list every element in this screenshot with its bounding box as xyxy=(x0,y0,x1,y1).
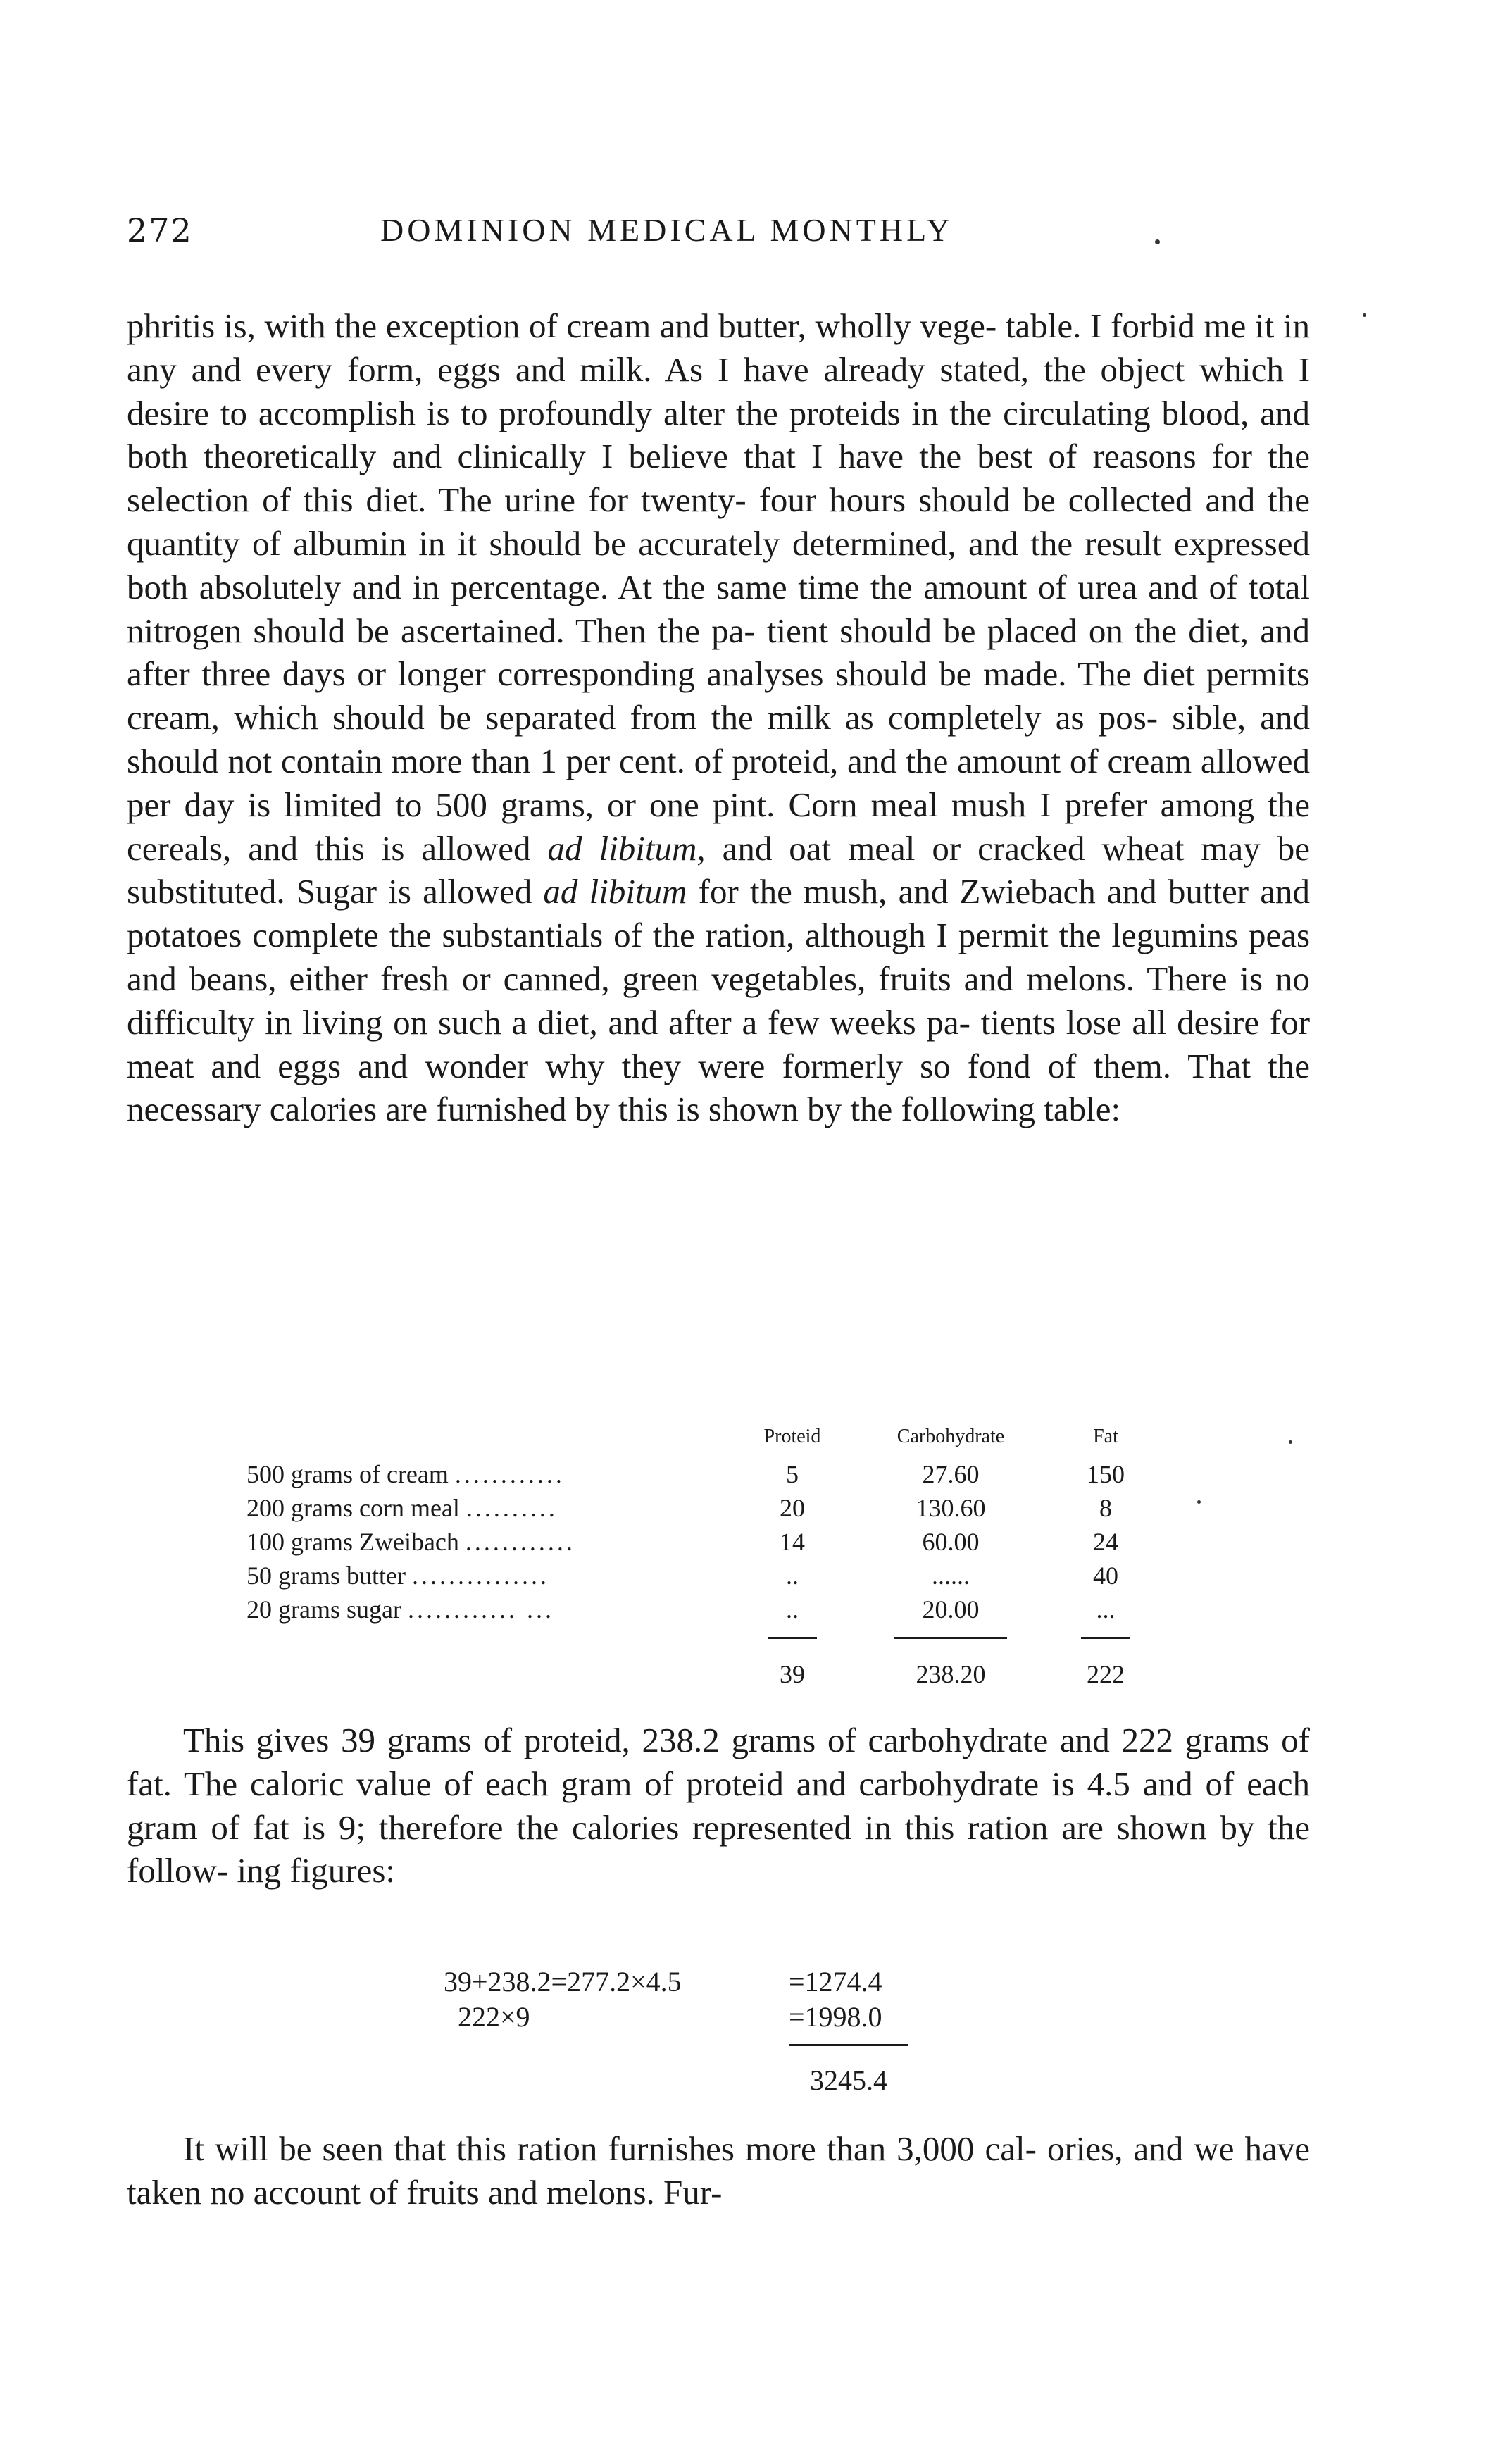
calorie-calculation xyxy=(444,1965,1007,2096)
paragraph-2 xyxy=(127,1719,1310,1893)
dot-leader: ............... xyxy=(411,1562,549,1590)
total-fat: 222 xyxy=(1087,1660,1125,1688)
item-label: 20 grams sugar xyxy=(246,1595,401,1624)
nutrition-table xyxy=(232,1416,1204,1692)
text-line: no difficulty in living on such a diet, and after a few weeks pa- xyxy=(127,959,1311,1042)
page-header xyxy=(127,211,1324,268)
item-label: 200 grams corn meal xyxy=(246,1494,460,1522)
proteid-cell: 20 xyxy=(780,1494,805,1522)
item-label: 500 grams of cream xyxy=(246,1460,449,1488)
dot-leader: .......... xyxy=(466,1494,558,1522)
item-cell xyxy=(246,1561,761,1590)
page-number: 272 xyxy=(127,211,193,249)
text-line: This gives 39 grams of proteid, 238.2 grams of carbohydrate xyxy=(183,1721,1049,1759)
table-row xyxy=(232,1527,1204,1561)
text-line: and 222 grams of fat. The caloric value of each gram of proteid xyxy=(127,1721,1310,1803)
running-title: DOMINION MEDICAL MONTHLY xyxy=(380,212,954,248)
calc-expression: 39+238.2=277.2×4.5 xyxy=(444,1966,682,1998)
text-line: table. I forbid me it in any and every form, eggs and milk. As xyxy=(127,306,1311,389)
table-row xyxy=(232,1595,1204,1628)
fat-cell: 40 xyxy=(1093,1562,1118,1590)
text-line: and the amount of cream allowed per day is limited to 500 grams, xyxy=(127,741,1310,824)
calc-result: =1274.4 xyxy=(789,1966,882,1998)
text-line: be substituted. Sugar is allowed xyxy=(127,828,1311,911)
sum-rule-carbohydrate xyxy=(894,1637,1007,1639)
dot-leader: ............ ... xyxy=(407,1595,554,1624)
text-line: were formerly so fond of them. That the necessary calories are xyxy=(127,1046,1310,1129)
text-line: absolutely and in percentage. At the same time the amount of xyxy=(199,567,1067,606)
proteid-cell: .. xyxy=(786,1595,799,1624)
body-text xyxy=(127,304,1310,1131)
total-carbohydrate: 238.20 xyxy=(916,1660,986,1688)
paragraph-3 xyxy=(127,2127,1310,2214)
calc-line xyxy=(444,1965,1007,2000)
text-line: is to profoundly alter the proteids in the circulating blood, and xyxy=(426,393,1310,432)
body-text-2 xyxy=(127,1719,1310,1893)
totals-row xyxy=(232,1650,1204,1692)
text-line: and oat meal or cracked wheat may xyxy=(722,828,1261,868)
table-header-row xyxy=(232,1416,1204,1459)
column-header-fat: Fat xyxy=(1093,1426,1118,1447)
carbohydrate-cell: 20.00 xyxy=(922,1595,980,1624)
dot-leader: ............ xyxy=(465,1528,575,1556)
calc-result: =1998.0 xyxy=(789,2001,882,2033)
text-line: sible, and should not contain more than 1 per cent. of proteid, xyxy=(127,698,1311,780)
text-line: both theoretically and clinically I believe that I have the best xyxy=(127,437,1033,476)
carbohydrate-cell: 60.00 xyxy=(922,1528,980,1556)
text-line: the calories represented in this ration are shown by the follow- xyxy=(127,1807,1310,1890)
text-line: tients lose all desire for meat and eggs and wonder why they xyxy=(127,1002,1311,1085)
paragraph-1 xyxy=(127,304,1310,1131)
sum-rule-fat xyxy=(1081,1637,1130,1639)
stray-ink-dot xyxy=(1289,1440,1292,1444)
text-line: ing figures: xyxy=(237,1851,396,1890)
item-label: 50 grams butter xyxy=(246,1562,406,1590)
calc-sum-rule xyxy=(789,2044,908,2046)
italic-latin: ad libitum, xyxy=(547,828,706,868)
text-line: of reasons for the selection of this diet. The urine for twenty- xyxy=(127,437,1310,520)
fat-cell: 8 xyxy=(1099,1494,1112,1522)
item-cell xyxy=(246,1595,761,1624)
text-line: phritis is, with the exception of cream and butter, wholly vege- xyxy=(127,306,997,345)
sum-rule-proteid xyxy=(768,1637,817,1639)
carbohydrate-cell: 27.60 xyxy=(922,1460,980,1488)
body-text-3 xyxy=(127,2127,1310,2214)
stray-ink-dot xyxy=(1197,1500,1201,1504)
item-label: 100 grams Zweibach xyxy=(246,1528,459,1556)
table-row xyxy=(232,1493,1204,1527)
text-line: urea and of total nitrogen should be ascertained. Then the pa- xyxy=(127,567,1311,650)
fat-cell: ... xyxy=(1096,1595,1116,1624)
total-proteid: 39 xyxy=(780,1660,805,1688)
text-line: Zwiebach and butter and potatoes complete the substantials of xyxy=(127,872,1311,955)
calc-line xyxy=(444,2000,1007,2036)
stray-ink-dot xyxy=(1155,239,1160,244)
column-header-carbohydrate: Carbohydrate xyxy=(896,1426,1005,1447)
calc-expression: 222×9 xyxy=(458,2001,530,2033)
sum-rule-row xyxy=(232,1628,1204,1650)
table-row xyxy=(232,1561,1204,1595)
proteid-cell: 5 xyxy=(786,1460,799,1488)
italic-latin: ad libitum xyxy=(543,872,687,911)
fat-cell: 150 xyxy=(1087,1460,1125,1488)
text-line: corresponding analyses should be made. The diet permits cream, xyxy=(127,654,1310,737)
column-header-proteid: Proteid xyxy=(763,1426,821,1447)
item-cell xyxy=(246,1527,761,1557)
text-line: four hours should be collected and the quantity of albumin in xyxy=(127,480,1310,563)
text-line: ories, and we have taken no account of fruits and melons. Fur- xyxy=(127,2129,1310,2212)
text-line: which should be separated from the milk as completely as pos- xyxy=(234,698,1158,737)
text-line: this is allowed xyxy=(314,828,531,868)
item-cell xyxy=(246,1459,761,1489)
text-line: It will be seen that this ration furnishes more than 3,000 cal- xyxy=(183,2129,1037,2168)
text-line: for the mush, and xyxy=(698,872,949,911)
text-line: or one pint. Corn meal mush I prefer among the cereals, and xyxy=(127,785,1310,868)
carbohydrate-cell: 130.60 xyxy=(916,1494,986,1522)
text-line: it should be accurately determined, and the result expressed both xyxy=(127,523,1310,606)
stray-ink-dot xyxy=(1363,313,1366,317)
text-line: tient should be placed on the diet, and after three days or longer xyxy=(127,611,1310,694)
text-line: fresh or canned, green vegetables, fruits and melons. There is xyxy=(380,959,1263,998)
dot-leader: ............ xyxy=(454,1460,565,1488)
carbohydrate-cell: ...... xyxy=(932,1562,970,1590)
table-row xyxy=(232,1459,1204,1493)
text-line: and carbohydrate is 4.5 and of each gram of fat is 9; therefore xyxy=(127,1764,1310,1847)
fat-cell: 24 xyxy=(1093,1528,1118,1556)
text-line: the ration, although I permit the legumins peas and beans, either xyxy=(127,916,1311,998)
proteid-cell: 14 xyxy=(780,1528,805,1556)
text-line: furnished by this is shown by the following table: xyxy=(436,1090,1121,1129)
item-cell xyxy=(246,1493,761,1523)
proteid-cell: .. xyxy=(786,1562,799,1590)
text-line: I have already stated, the object which I desire to accomplish xyxy=(127,349,1311,432)
calc-total: 3245.4 xyxy=(810,2064,887,2096)
